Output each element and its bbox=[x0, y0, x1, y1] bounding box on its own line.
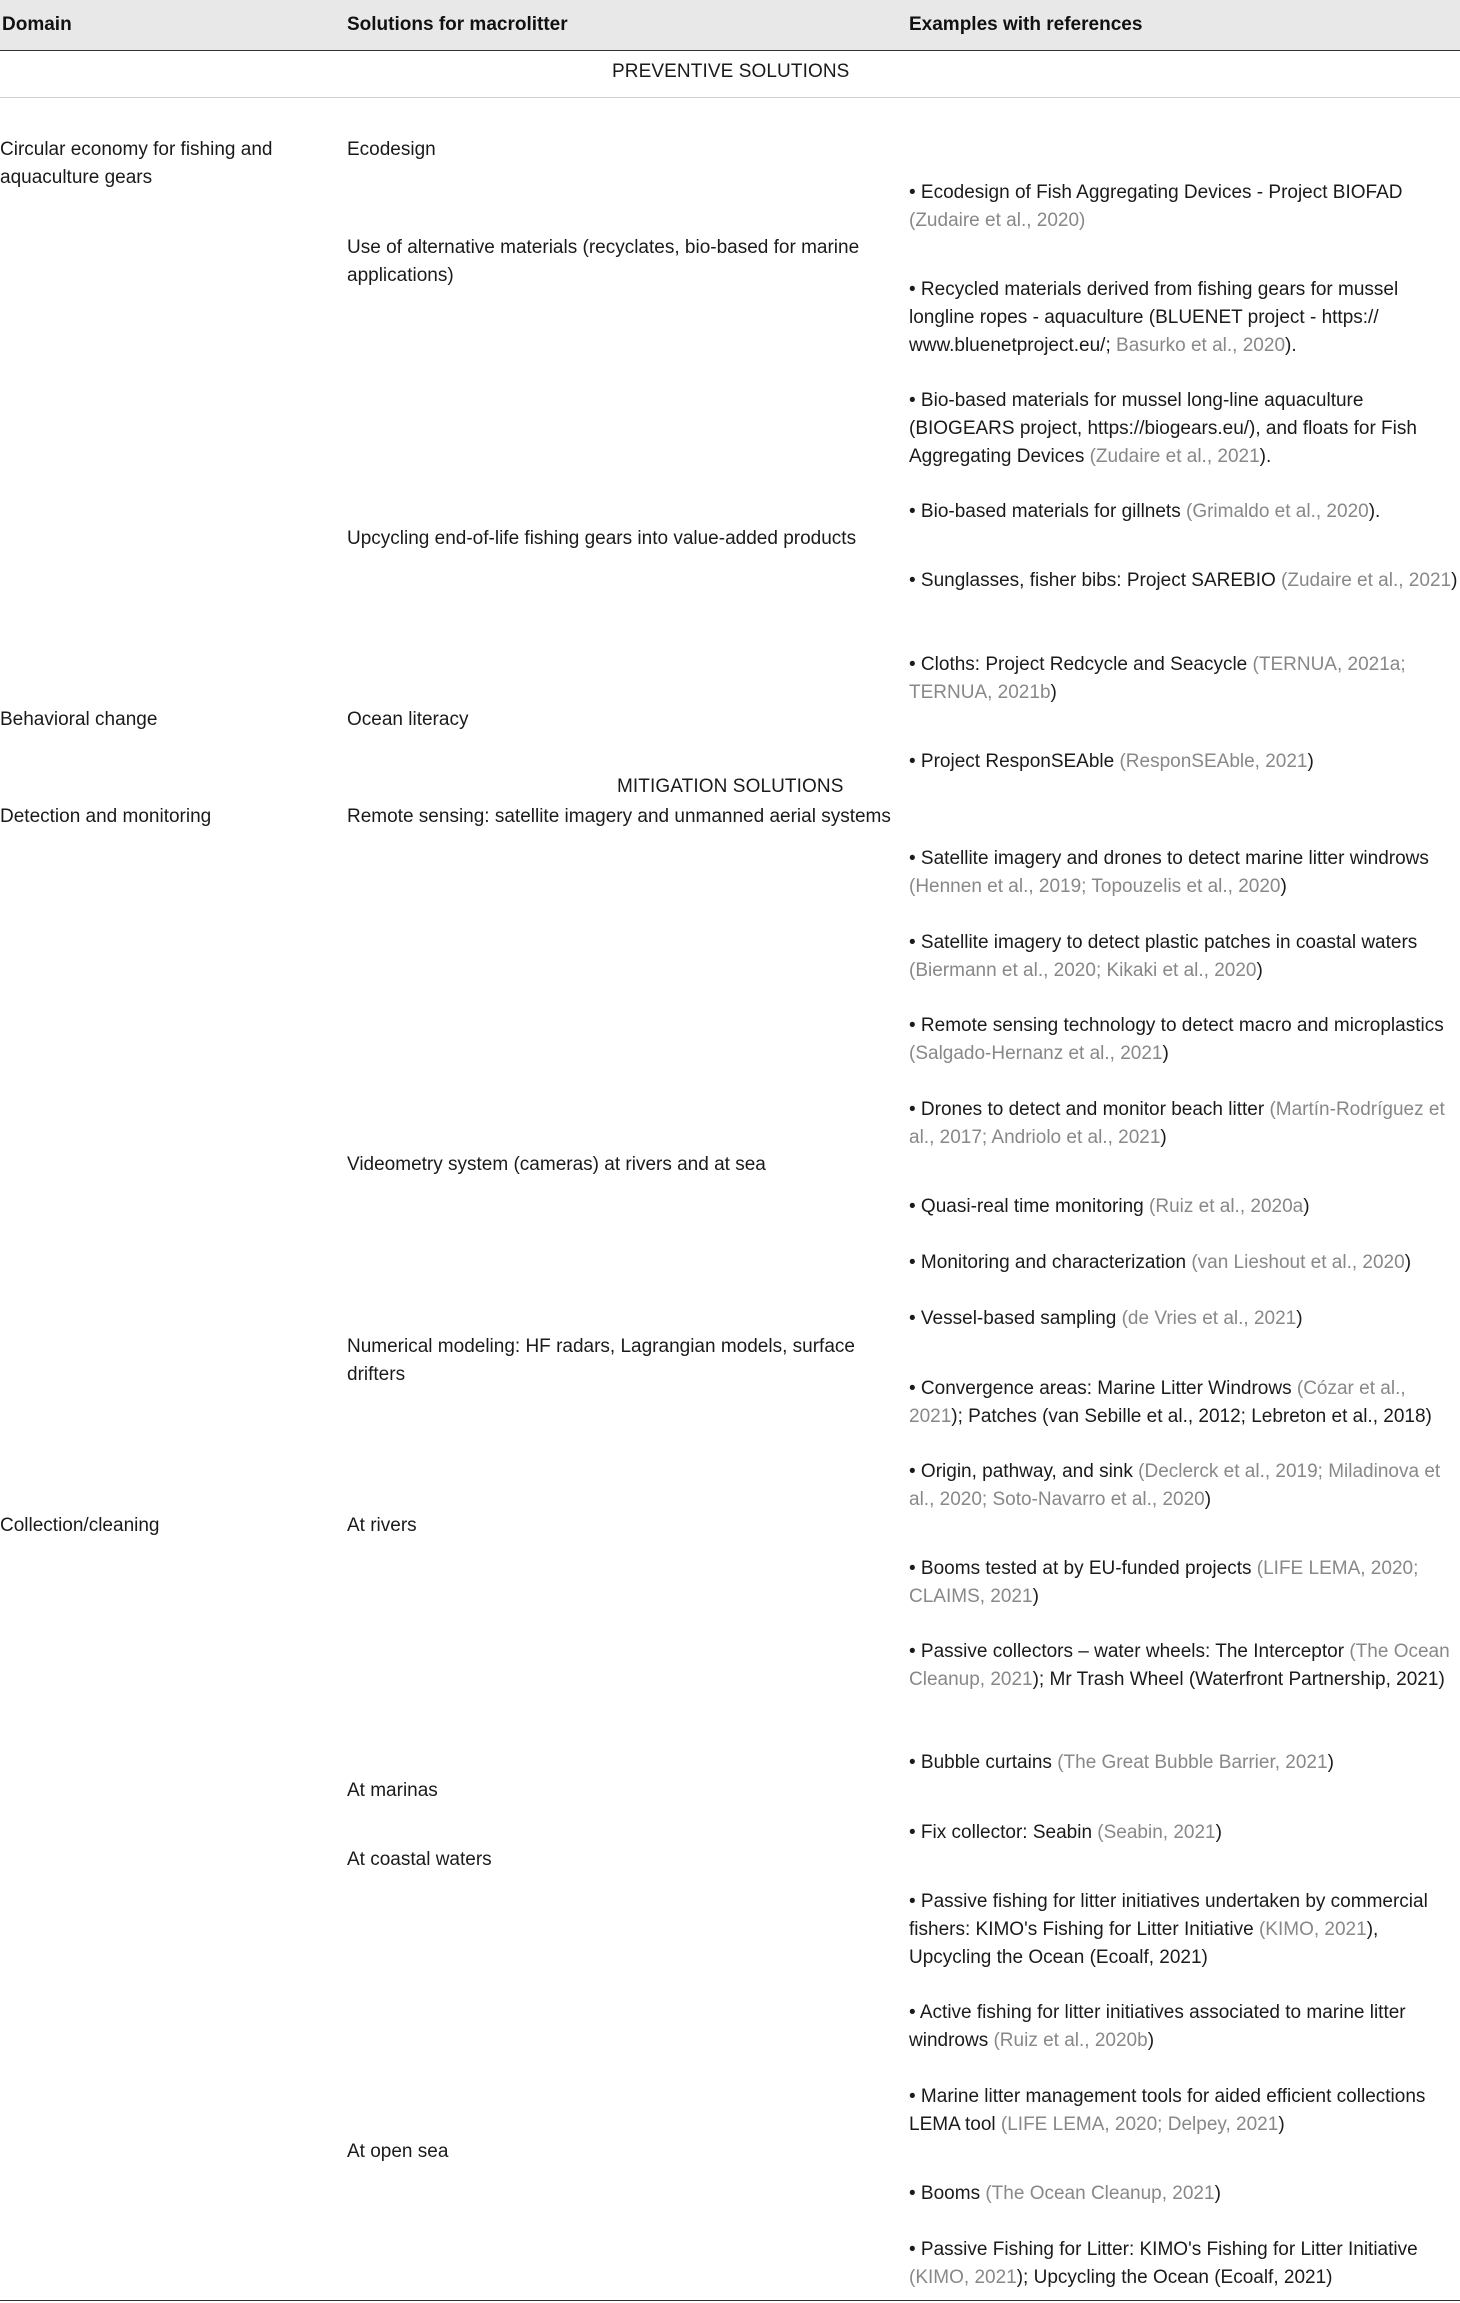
example-item: • Quasi-real time monitoring (Ruiz et al., 2020a) bbox=[909, 1196, 1310, 1217]
domain-behavioral-change: Behavioral change bbox=[0, 709, 158, 730]
solution-ecodesign: Ecodesign bbox=[347, 139, 436, 160]
example-item: • Fix collector: Seabin (Seabin, 2021) bbox=[909, 1822, 1222, 1843]
example-item: • Bio-based materials for gillnets (Grimaldo et al., 2020). bbox=[909, 501, 1381, 522]
example-item: • Marine litter management tools for aided efficient collections LEMA tool (LIFE LEMA, 2020; Delpey, 2021) bbox=[909, 2086, 1426, 2135]
example-item: • Bubble curtains (The Great Bubble Barrier, 2021) bbox=[909, 1752, 1334, 1773]
example-item: • Monitoring and characterization (van Lieshout et al., 2020) bbox=[909, 1252, 1412, 1273]
example-item: • Recycled materials derived from fishing gears for mussel longline ropes - aquaculture (BLUENET project - https:// www.bluenetproject.eu/; Basurko et al., 2020). bbox=[909, 279, 1399, 356]
example-item: • Sunglasses, fisher bibs: Project SAREBIO (Zudaire et al., 2021) bbox=[909, 570, 1458, 591]
example-item: • Convergence areas: Marine Litter Windrows (Cózar et al., 2021); Patches (van Sebille et al., 2012; Lebreton et al., 2018) bbox=[909, 1378, 1432, 1427]
example-item: • Drones to detect and monitor beach litter (Martín-Rodríguez et al., 2017; Andriolo et al., 2021) bbox=[909, 1099, 1445, 1148]
solution-at-open-sea: At open sea bbox=[347, 2141, 449, 2162]
section-mitigation: MITIGATION SOLUTIONS bbox=[617, 776, 844, 797]
solution-at-rivers: At rivers bbox=[347, 1515, 417, 1536]
domain-detection-monitoring: Detection and monitoring bbox=[0, 806, 212, 827]
header-examples: Examples with references bbox=[909, 14, 1143, 35]
example-item: • Ecodesign of Fish Aggregating Devices - Project BIOFAD (Zudaire et al., 2020) bbox=[909, 182, 1403, 231]
header-domain: Domain bbox=[2, 14, 72, 35]
solution-at-marinas: At marinas bbox=[347, 1780, 438, 1801]
example-item: • Origin, pathway, and sink (Declerck et al., 2019; Miladinova et al., 2020; Soto-Navarro et al., 2020) bbox=[909, 1461, 1441, 1510]
domain-collection-cleaning: Collection/cleaning bbox=[0, 1515, 160, 1536]
example-item: • Cloths: Project Redcycle and Seacycle (TERNUA, 2021a; TERNUA, 2021b) bbox=[909, 654, 1406, 703]
example-item: • Booms tested at by EU-funded projects (LIFE LEMA, 2020; CLAIMS, 2021) bbox=[909, 1558, 1419, 1607]
solution-videometry: Videometry system (cameras) at rivers and at sea bbox=[347, 1154, 766, 1175]
example-item: • Satellite imagery to detect plastic patches in coastal waters (Biermann et al., 2020; Kikaki et al., 2020) bbox=[909, 932, 1418, 981]
solution-at-coastal-waters: At coastal waters bbox=[347, 1849, 492, 1870]
solution-remote-sensing: Remote sensing: satellite imagery and unmanned aerial systems bbox=[347, 806, 891, 827]
solution-numerical-modeling: Numerical modeling: HF radars, Lagrangian models, surface drifters bbox=[347, 1336, 855, 1385]
example-item: • Passive fishing for litter initiatives undertaken by commercial fishers: KIMO's Fishing for Litter Initiative (KIMO, 2021), Upcycling the Ocean (Ecoalf, 2021) bbox=[909, 1891, 1428, 1968]
table-header bbox=[0, 0, 1460, 51]
section-divider bbox=[0, 97, 1460, 98]
example-item: • Project ResponSEAble (ResponSEAble, 2021) bbox=[909, 751, 1314, 772]
example-item: • Passive collectors – water wheels: The Interceptor (The Ocean Cleanup, 2021); Mr Trash Wheel (Waterfront Partnership, 2021) bbox=[909, 1641, 1450, 1690]
solution-alternative-materials: Use of alternative materials (recyclates, bio-based for marine applications) bbox=[347, 237, 860, 286]
example-item: • Satellite imagery and drones to detect marine litter windrows (Hennen et al., 2019; Topouzelis et al., 2020) bbox=[909, 848, 1429, 897]
header-solutions: Solutions for macrolitter bbox=[347, 14, 568, 35]
example-item: • Booms (The Ocean Cleanup, 2021) bbox=[909, 2183, 1221, 2204]
example-item: • Bio-based materials for mussel long-line aquaculture (BIOGEARS project, https://biogears.eu/), and floats for Fish Aggregating Devices (Zudaire et al., 2021). bbox=[909, 390, 1417, 467]
example-item: • Active fishing for litter initiatives associated to marine litter windrows (Ruiz et al., 2020b) bbox=[909, 2002, 1406, 2051]
example-item: • Passive Fishing for Litter: KIMO's Fishing for Litter Initiative (KIMO, 2021); Upcycling the Ocean (Ecoalf, 2021) bbox=[909, 2239, 1418, 2288]
solution-upcycling: Upcycling end-of-life fishing gears into value-added products bbox=[347, 528, 857, 549]
solution-ocean-literacy: Ocean literacy bbox=[347, 709, 469, 730]
table-bottom-rule bbox=[0, 2300, 1460, 2301]
domain-circular-economy: Circular economy for fishing and aquaculture gears bbox=[0, 139, 273, 188]
section-preventive: PREVENTIVE SOLUTIONS bbox=[612, 61, 850, 82]
example-item: • Remote sensing technology to detect macro and microplastics (Salgado-Hernanz et al., 2021) bbox=[909, 1015, 1444, 1064]
example-item: • Vessel-based sampling (de Vries et al., 2021) bbox=[909, 1308, 1303, 1329]
